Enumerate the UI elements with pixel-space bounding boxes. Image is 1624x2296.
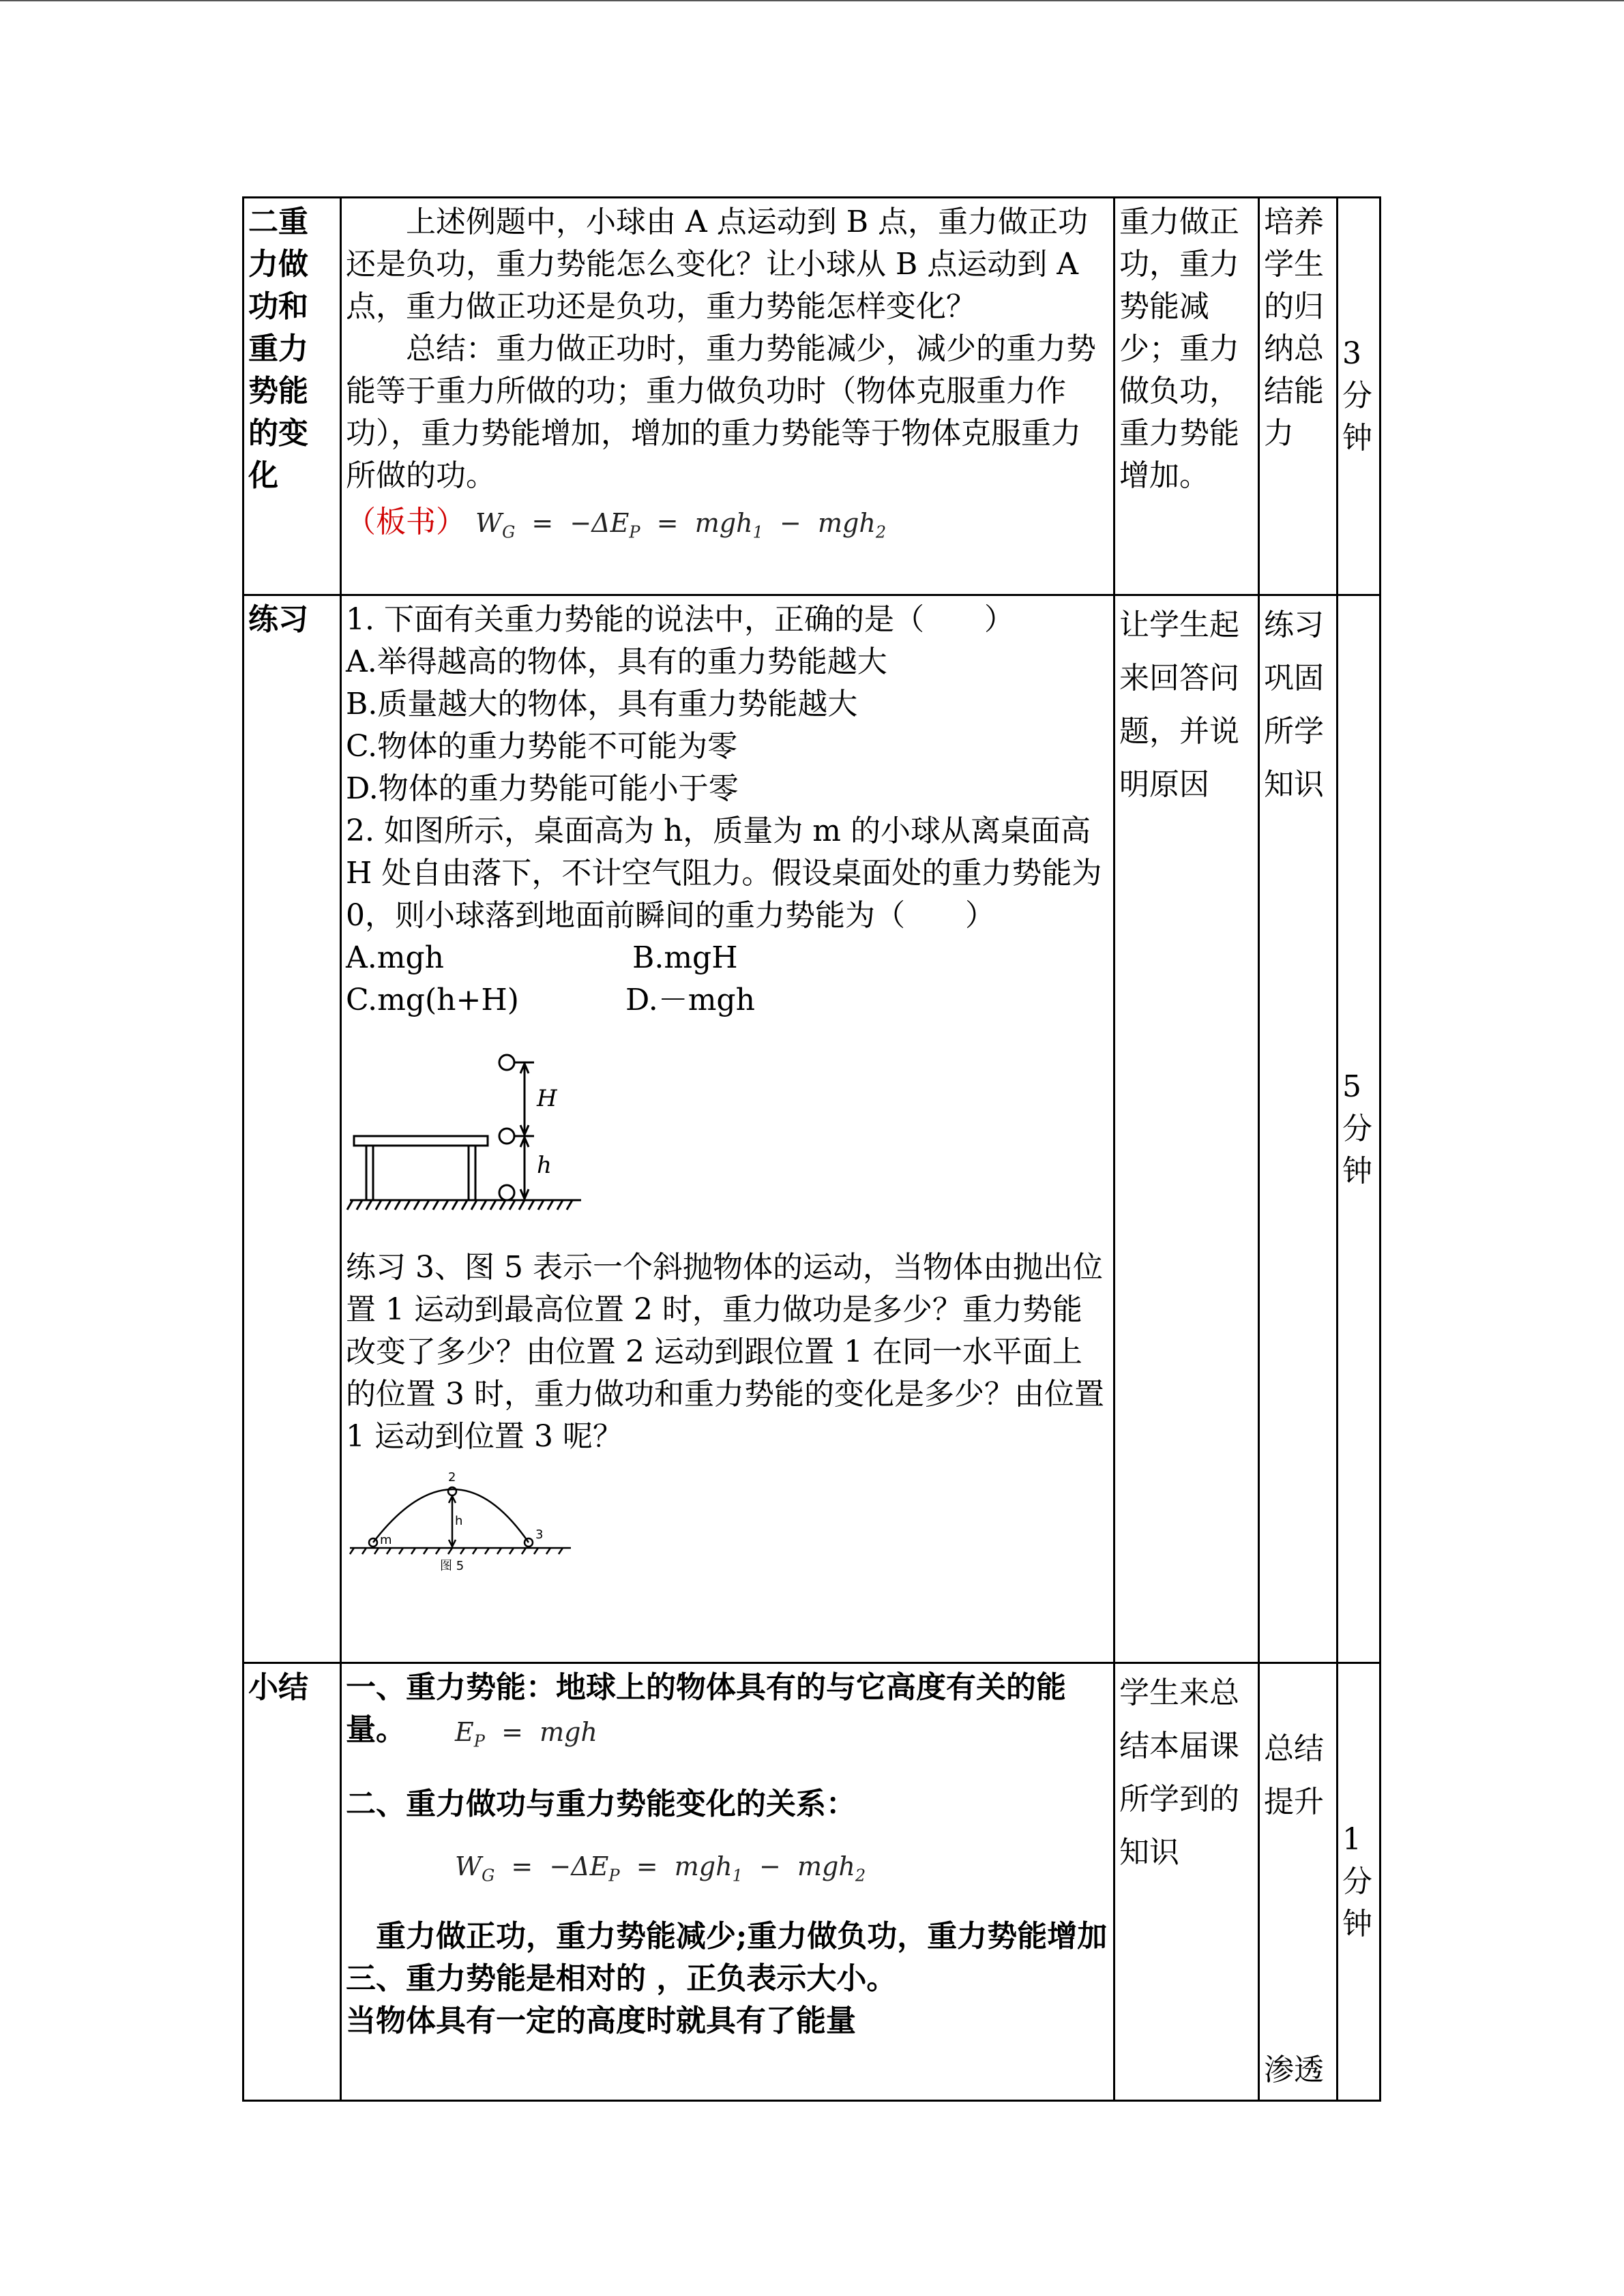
table-row-gravity-work xyxy=(243,198,1381,595)
figure-5-label-2: 2 xyxy=(448,1470,456,1485)
time-practice: 5分钟 xyxy=(1338,595,1381,1663)
design-intent-practice: 练习巩固所学知识 xyxy=(1259,595,1338,1663)
page-top-rule xyxy=(0,0,1624,1)
board-label: （板书） xyxy=(346,505,466,539)
question-2-option-c: C.mg(h+H) xyxy=(346,983,519,1017)
figure-label-h: h xyxy=(537,1152,552,1179)
design-intent-summary-main: 总结提升 xyxy=(1264,1731,1324,1819)
summary-point-1: 一、重力势能：地球上的物体具有的与它高度有关的能量。 xyxy=(346,1670,1066,1747)
summary-point-3: 三、重力势能是相对的 ，正负表示大小。 xyxy=(346,1961,897,1997)
lesson-plan-table xyxy=(242,196,1381,2102)
projectile-figure-5 xyxy=(346,1467,578,1590)
question-1-option-c: C.物体的重力势能不可能为零 xyxy=(346,729,738,764)
summary-point-2: 二、重力做功与重力势能变化的关系： xyxy=(346,1786,856,1821)
question-2-option-b: B.mgH xyxy=(632,940,738,975)
table-row-practice xyxy=(243,595,1381,1663)
figure-5-caption: 图 5 xyxy=(440,1559,464,1573)
board-line xyxy=(346,501,1109,554)
teacher-activity-gravity-work: 重力做正功，重力势能减少；重力做负功，重力势能增加。 xyxy=(1114,198,1259,595)
teacher-activity-practice: 让学生起来回答问题，并说明原因 xyxy=(1114,595,1259,1663)
figure-5-label-3: 3 xyxy=(535,1527,544,1542)
question-3: 练习 3、图 5 表示一个斜抛物体的运动，当物体由抛出位置 1 运动到最高位置 2 时，重力做功是多少？重力势能改变了多少？由位置 2 运动到跟位置 1 在同一水平面上的位置 3 时，重力做功和重力势能的变化是多少？由位置 1 运动到位置 3 呢？ xyxy=(346,1250,1104,1454)
design-intent-gravity-work: 培养学生的归纳总结能力 xyxy=(1259,198,1338,595)
question-1-option-a: A.举得越高的物体，具有的重力势能越大 xyxy=(346,644,887,679)
summary-point-4: 当物体具有一定的高度时就具有了能量 xyxy=(346,2003,856,2039)
formula-work-energy: $W_G = -\Delta E_P = mgh_1 - mgh_2$ xyxy=(475,508,887,542)
summary-formula-1: $E_P$ = mgh xyxy=(455,1717,597,1751)
figure-label-H: H xyxy=(537,1085,557,1112)
figure-5-label-m: m xyxy=(380,1533,392,1547)
question-2-option-d: D.－mgh xyxy=(625,983,755,1017)
summary-formula-2: $W_G = -\Delta E_P = mgh_1 - mgh_2$ xyxy=(455,1851,866,1885)
question-1-option-b: B.质量越大的物体，具有重力势能越大 xyxy=(346,687,858,721)
question-1: 1. 下面有关重力势能的说法中，正确的是（ ） xyxy=(346,602,1014,637)
question-2: 2. 如图所示，桌面高为 h，质量为 m 的小球从离桌面高 H 处自由落下，不计空气阻力。假设桌面处的重力势能为 0，则小球落到地面前瞬间的重力势能为（ ） xyxy=(346,814,1102,933)
paragraph-summary: 总结：重力做正功时，重力势能减少，减少的重力势能等于重力所做的功；重力做负功时（物体克服重力作功），重力势能增加，增加的重力势能等于物体克服重力所做的功。 xyxy=(346,331,1096,493)
content-gravity-work xyxy=(341,198,1114,595)
time-summary: 1分钟 xyxy=(1338,1663,1381,2101)
paragraph-question: 上述例题中，小球由 A 点运动到 B 点，重力做正功还是负功，重力势能怎么变化？让小球从 B 点运动到 A 点，重力做正功还是负功，重力势能怎样变化？ xyxy=(346,205,1089,324)
question-2-options-row-2 xyxy=(346,979,1109,1022)
section-title-summary: 小结 xyxy=(243,1663,341,2101)
content-summary xyxy=(341,1663,1114,2101)
design-intent-summary-extra: 渗透 xyxy=(1264,2053,1324,2087)
section-title-practice: 练习 xyxy=(243,595,341,1663)
section-title-gravity-work: 二重力做功和重力势能的变化 xyxy=(243,198,341,595)
figure-5-label-h: h xyxy=(455,1514,463,1528)
question-2-option-a: A.mgh xyxy=(346,940,444,975)
summary-note: 重力做正功，重力势能减少;重力做负功，重力势能增加 xyxy=(376,1919,1108,1954)
design-intent-summary xyxy=(1259,1663,1338,2101)
content-practice xyxy=(341,595,1114,1663)
table-row-summary xyxy=(243,1663,1381,2101)
question-1-option-d: D.物体的重力势能可能小于零 xyxy=(346,771,739,806)
teacher-activity-summary: 学生来总结本届课所学到的知识 xyxy=(1114,1663,1259,2101)
time-gravity-work: 3分钟 xyxy=(1338,198,1381,595)
table-ball-figure xyxy=(346,1035,591,1219)
question-2-options-row-1 xyxy=(346,937,1109,979)
